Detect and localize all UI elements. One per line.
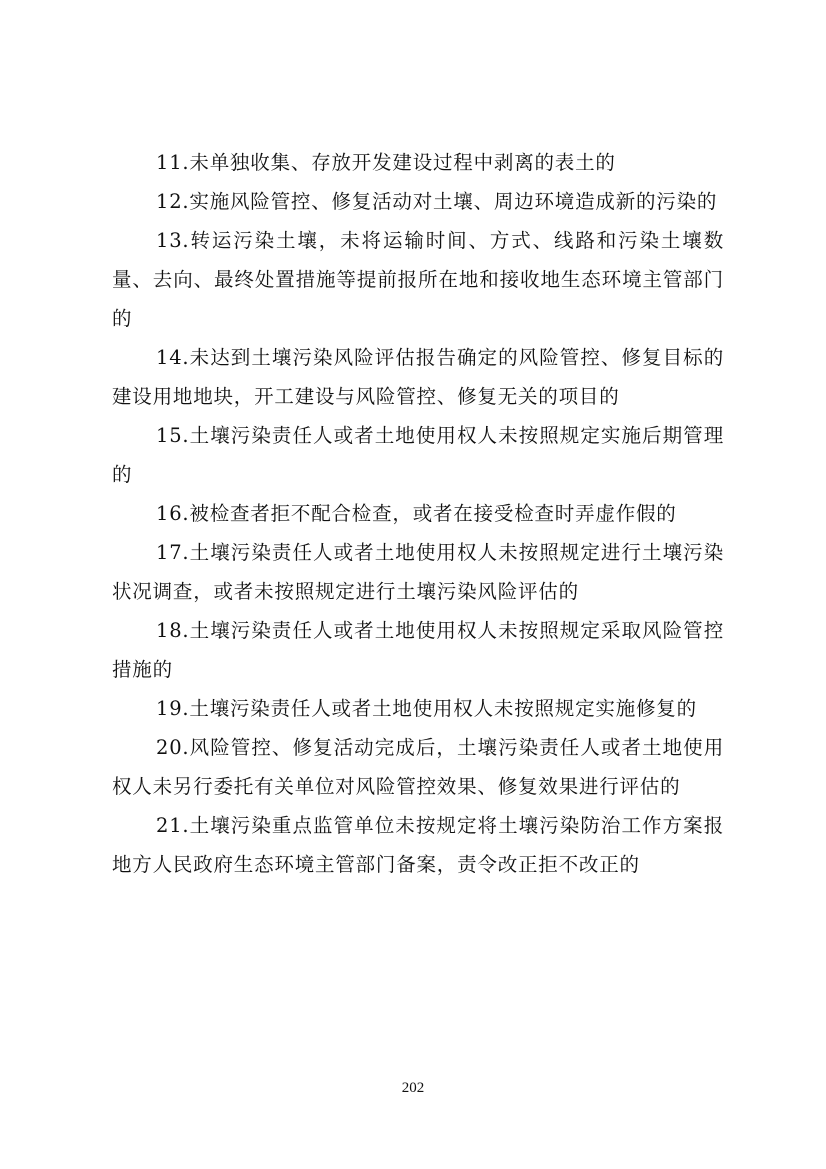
list-item: 18.土壤污染责任人或者土地使用权人未按照规定采取风险管控措施的 (112, 619, 724, 681)
list-item: 13.转运污染土壤，未将运输时间、方式、线路和污染土壤数量、去向、最终处置措施等提前报所在地和接收地生态环境主管部门的 (112, 229, 724, 330)
list-item: 16.被检查者拒不配合检查，或者在接受检查时弄虚作假的 (156, 502, 677, 525)
list-item: 11.未单独收集、存放开发建设过程中剥离的表土的 (156, 151, 616, 174)
list-item: 15.土壤污染责任人或者土地使用权人未按照规定实施后期管理的 (112, 424, 724, 486)
list-item: 14.未达到土壤污染风险评估报告确定的风险管控、修复目标的建设用地地块，开工建设与风险管控、修复无关的项目的 (112, 346, 724, 408)
page-number: 202 (401, 1080, 425, 1096)
list-item: 21.土壤污染重点监管单位未按规定将土壤污染防治工作方案报地方人民政府生态环境主管部门备案，责令改正拒不改正的 (112, 814, 724, 876)
document-body (112, 143, 724, 884)
list-item: 20.风险管控、修复活动完成后，土壤污染责任人或者土地使用权人未另行委托有关单位对风险管控效果、修复效果进行评估的 (112, 736, 724, 798)
list-item: 19.土壤污染责任人或者土地使用权人未按照规定实施修复的 (156, 697, 697, 720)
list-item: 17.土壤污染责任人或者土地使用权人未按照规定进行土壤污染状况调查，或者未按照规定进行土壤污染风险评估的 (112, 541, 724, 603)
list-item: 12.实施风险管控、修复活动对土壤、周边环境造成新的污染的 (156, 190, 718, 213)
